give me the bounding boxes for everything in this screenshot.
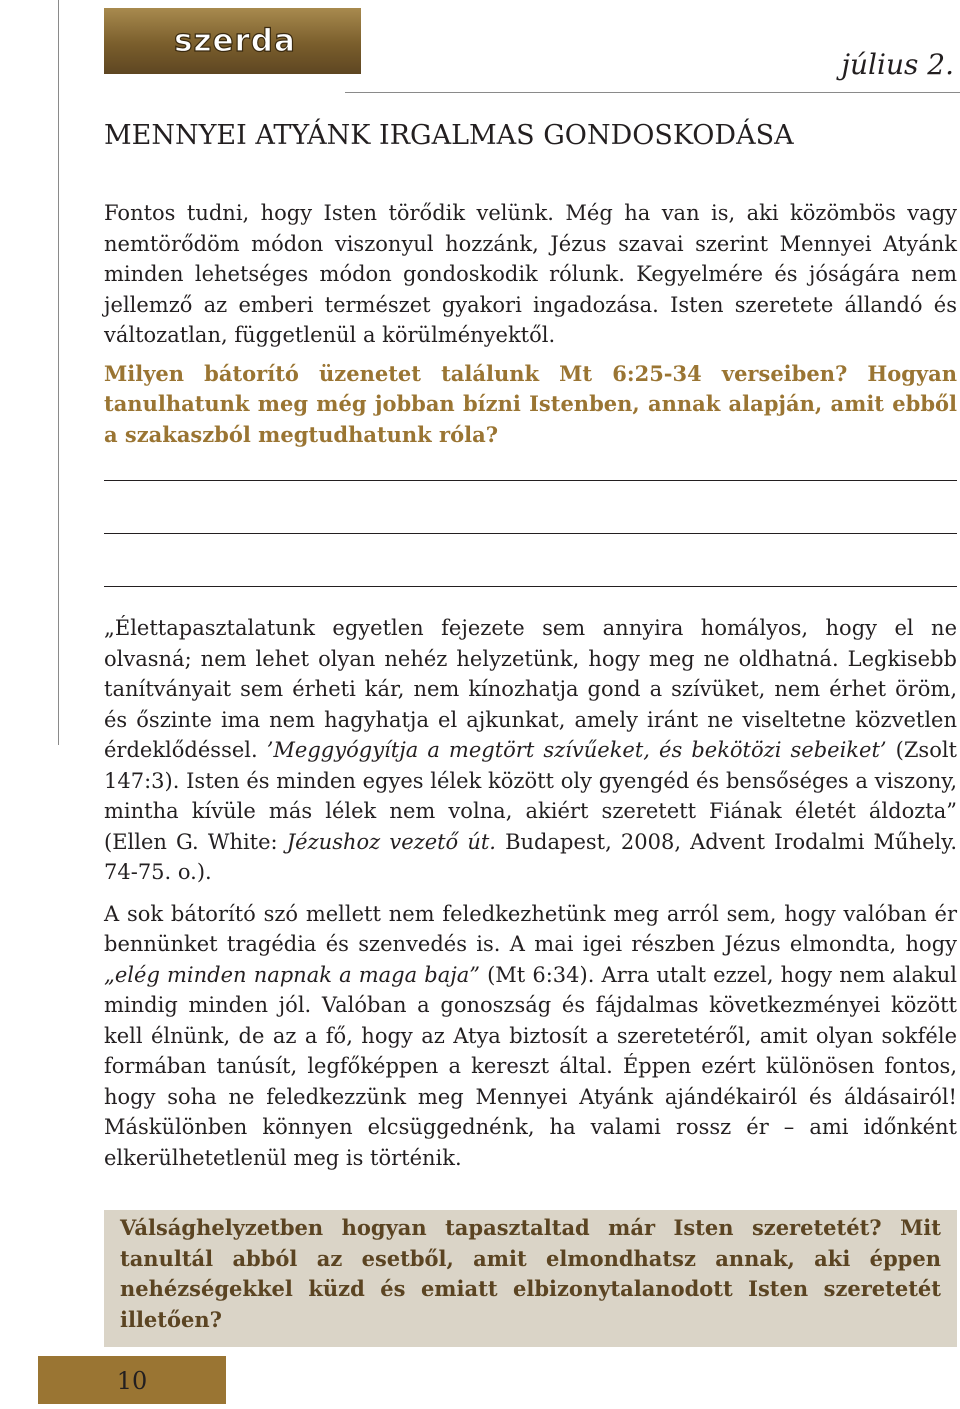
reflection-box <box>104 1210 957 1347</box>
body-paragraph <box>104 899 957 1174</box>
answer-lines <box>104 480 957 587</box>
body-text: A sok bátorító szó mellett nem feledkezhetünk meg arról sem, hogy valóban ér bennünket tragédia és szenvedés is. A mai igei részben Jézus elmondta, hogy <box>104 901 957 956</box>
answer-line <box>104 533 957 534</box>
quote-scripture: ’Meggyógyítja a megtört szívűeket, és bekötözi sebeiket’ <box>266 738 887 762</box>
quote-paragraph <box>104 613 957 888</box>
study-question: Milyen bátorító üzenetet találunk Mt 6:25-34 verseiben? Hogyan tanulhatunk meg még jobban bízni Istenben, annak alapján, amit ebből a szakaszból megtudhatunk róla? <box>104 360 957 447</box>
quote-source: Budapest, 2008, Advent Irodalmi Műhely. 74-75. o.). <box>104 829 957 884</box>
header-rule <box>345 92 960 93</box>
day-label: szerda <box>174 23 296 59</box>
body-text: (Mt 6:34). Arra utalt ezzel, hogy nem alakul mindig minden jól. Valóban a gonoszság és fájdalmas következményei között kell élnünk, de az a fő, hogy az Atya biztosít a szeretetéről, amit olyan sokféle formában tanúsít, legfőképpen a kereszt által. Éppen ezért különösen fontos, hogy soha ne feledkezzünk meg Mennyei Atyánk ajándékairól és áldásairól! Máskülönben könnyen elcsüggednénk, ha valami rossz ér – ami időnként elkerülhetetlenül meg is történik. <box>104 962 957 1170</box>
answer-line <box>104 586 957 587</box>
day-tab <box>104 8 361 74</box>
date-label: július 2. <box>841 48 954 81</box>
page-number: 10 <box>38 1356 226 1404</box>
quote-text: „Élettapasztalatunk egyetlen fejezete sem annyira homályos, hogy el ne olvasná; nem lehet olyan nehéz helyzetünk, hogy meg ne oldhatná. Legkisebb tanítványait sem érheti kár, nem kínozhatja gond a szívüket, nem érhet öröm, és őszinte ima nem hagyhatja el ajkunkat, amely iránt ne viseltetne közvetlen érdeklődéssel. <box>104 616 957 762</box>
intro-paragraph: Fontos tudni, hogy Isten törődik velünk. Még ha van is, aki közömbös vagy nemtörődöm módon viszonyul hozzánk, Jézus szavai szerint Mennyei Atyánk minden lehetséges módon gondoskodik rólunk. Kegyelmére és jóságára nem jellemző az emberi természet gyakori ingadozása. Isten szeretete állandó és változatlan, függetlenül a körülményektől. <box>104 201 957 347</box>
main-content <box>104 198 957 1173</box>
quote-text: (Zsolt 147:3). Isten és minden egyes lélek között oly gyengéd és bensőséges a viszony, mintha kívüle más lélek nem volna, akiért szeretett Fiának életét áldozta” (Ellen G. White: <box>104 738 957 854</box>
book-title: Jézushoz vezető út. <box>286 829 496 854</box>
reflection-question: Válsághelyzetben hogyan tapasztaltad már Isten szeretetét? Mit tanultál abból az esetből, amit elmondhatsz annak, aki éppen nehézségekkel küzd és emiatt elbizonytalanodott Isten szeretetét illetően? <box>120 1215 941 1332</box>
scripture-quote: „elég minden napnak a maga baja” <box>104 962 480 987</box>
answer-line <box>104 480 957 481</box>
left-margin-rule <box>58 0 59 745</box>
page-title: MENNYEI ATYÁNK IRGALMAS GONDOSKODÁSA <box>104 120 794 151</box>
